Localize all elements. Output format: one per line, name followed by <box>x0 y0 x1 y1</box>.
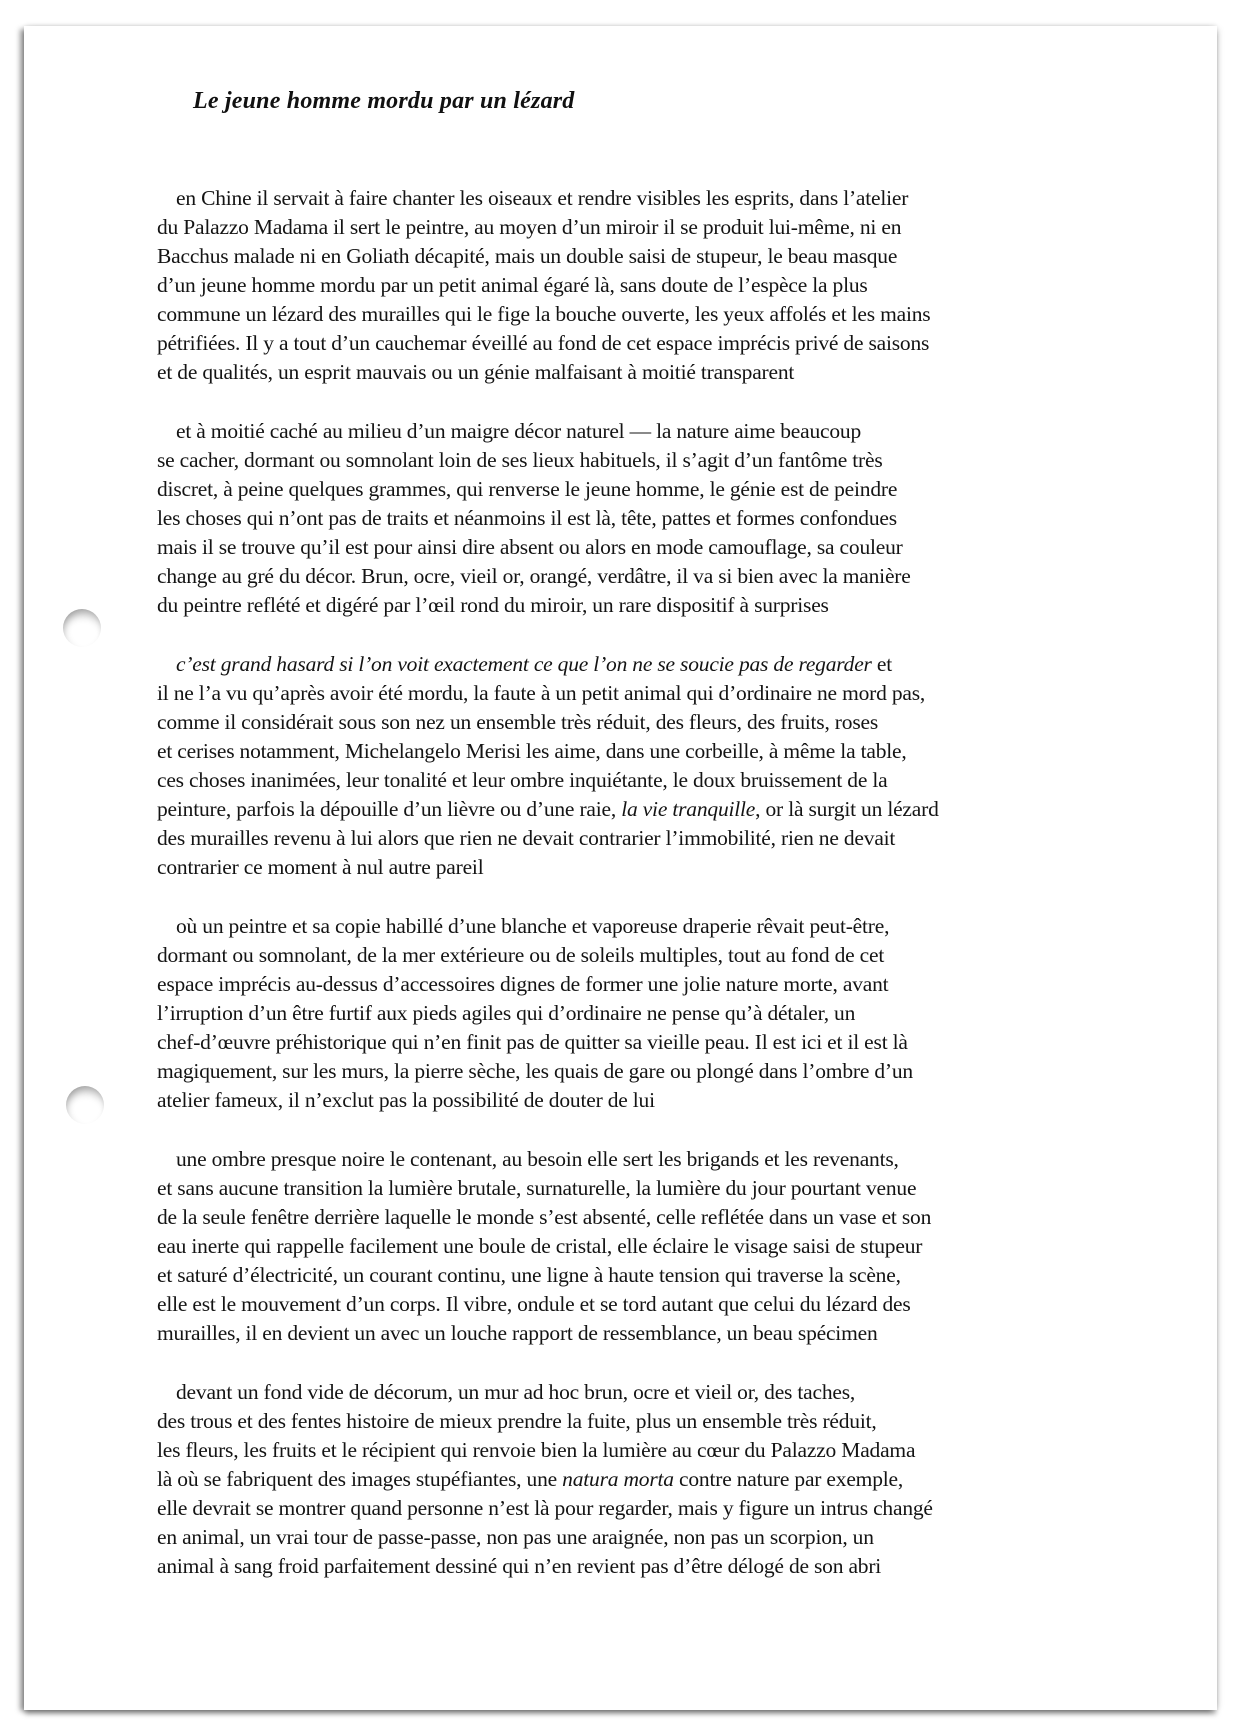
paragraph <box>157 912 1057 1115</box>
text-line: l’irruption d’un être furtif aux pieds agiles qui d’ordinaire ne pense qu’à détaler, un <box>157 1001 856 1025</box>
text-line: de la seule fenêtre derrière laquelle le monde s’est absenté, celle reflétée dans un vase et son <box>157 1205 932 1229</box>
text-line: contrarier ce moment à nul autre pareil <box>157 855 484 879</box>
text-line: mais il se trouve qu’il est pour ainsi dire absent ou alors en mode camouflage, sa couleur <box>157 535 903 559</box>
text-line: et sans aucune transition la lumière brutale, surnaturelle, la lumière du jour pourtant venue <box>157 1176 917 1200</box>
text-line: où un peintre et sa copie habillé d’une blanche et vaporeuse draperie rêvait peut-être, <box>176 914 890 938</box>
text-line: Bacchus malade ni en Goliath décapité, mais un double saisi de stupeur, le beau masque <box>157 244 898 268</box>
text-line: commune un lézard des murailles qui le fige la bouche ouverte, les yeux affolés et les mains <box>157 302 931 326</box>
text-line: et à moitié caché au milieu d’un maigre décor naturel — la nature aime beaucoup <box>176 419 862 443</box>
text-line: elle devrait se montrer quand personne n’est là pour regarder, mais y figure un intrus changé <box>157 1496 933 1520</box>
text-line: des trous et des fentes histoire de mieux prendre la fuite, plus un ensemble très réduit, <box>157 1409 877 1433</box>
paragraph <box>157 1145 1057 1348</box>
text-line: murailles, il en devient un avec un louche rapport de ressemblance, un beau spécimen <box>157 1321 878 1345</box>
text-line: du Palazzo Madama il sert le peintre, au moyen d’un miroir il se produit lui-même, ni en <box>157 215 902 239</box>
text-line: et cerises notamment, Michelangelo Merisi les aime, dans une corbeille, à même la table, <box>157 739 907 763</box>
text-line: une ombre presque noire le contenant, au besoin elle sert les brigands et les revenants, <box>176 1147 899 1171</box>
paragraph <box>157 650 1057 882</box>
text-line: espace imprécis au-dessus d’accessoires dignes de former une jolie nature morte, avant <box>157 972 889 996</box>
text-line: des murailles revenu à lui alors que rien ne devait contrarier l’immobilité, rien ne devait <box>157 826 896 850</box>
text-line: et saturé d’électricité, un courant continu, une ligne à haute tension qui traverse la scène, <box>157 1263 901 1287</box>
document-page <box>24 26 1217 1710</box>
paragraph <box>157 184 1057 387</box>
punch-hole-bottom-icon <box>66 1086 104 1124</box>
text-line: du peintre reflété et digéré par l’œil rond du miroir, un rare dispositif à surprises <box>157 593 829 617</box>
text-line: devant un fond vide de décorum, un mur ad hoc brun, ocre et vieil or, des taches, <box>176 1380 856 1404</box>
text-line: en Chine il servait à faire chanter les oiseaux et rendre visibles les esprits, dans l’atelier <box>176 186 909 210</box>
text-line: les choses qui n’ont pas de traits et néanmoins il est là, tête, pattes et formes confondues <box>157 506 897 530</box>
text-line: eau inerte qui rappelle facilement une boule de cristal, elle éclaire le visage saisi de stupeur <box>157 1234 923 1258</box>
text-line: magiquement, sur les murs, la pierre sèche, les quais de gare ou plongé dans l’ombre d’un <box>157 1059 913 1083</box>
text-line: animal à sang froid parfaitement dessiné qui n’en revient pas d’être délogé de son abri <box>157 1554 882 1578</box>
text-line: atelier fameux, il n’exclut pas la possibilité de douter de lui <box>157 1088 655 1112</box>
text-line: dormant ou somnolant, de la mer extérieure ou de soleils multiples, tout au fond de cet <box>157 943 885 967</box>
text-line: en animal, un vrai tour de passe-passe, non pas une araignée, non pas un scorpion, un <box>157 1525 874 1549</box>
paragraph <box>157 417 1057 620</box>
text-line: les fleurs, les fruits et le récipient qui renvoie bien la lumière au cœur du Palazzo Madama <box>157 1438 916 1462</box>
document-title: Le jeune homme mordu par un lézard <box>193 88 575 114</box>
text-line: se cacher, dormant ou somnolant loin de ses lieux habituels, il s’agit d’un fantôme très <box>157 448 883 472</box>
text-line: comme il considérait sous son nez un ensemble très réduit, des fleurs, des fruits, roses <box>157 710 878 734</box>
text-line: change au gré du décor. Brun, ocre, vieil or, orangé, verdâtre, il va si bien avec la manière <box>157 564 911 588</box>
text-line: c’est grand hasard si l’on voit exactement ce que l’on ne se soucie pas de regarder et <box>176 652 893 676</box>
punch-hole-top-icon <box>63 609 101 647</box>
text-line: d’un jeune homme mordu par un petit animal égaré là, sans doute de l’espèce la plus <box>157 273 868 297</box>
text-line: pétrifiées. Il y a tout d’un cauchemar éveillé au fond de cet espace imprécis privé de saisons <box>157 331 930 355</box>
paragraph <box>157 1378 1057 1581</box>
text-line: il ne l’a vu qu’après avoir été mordu, la faute à un petit animal qui d’ordinaire ne mord pas, <box>157 681 926 705</box>
text-line: là où se fabriquent des images stupéfiantes, une natura morta contre nature par exemple, <box>157 1467 904 1491</box>
text-line: elle est le mouvement d’un corps. Il vibre, ondule et se tord autant que celui du lézard des <box>157 1292 911 1316</box>
text-line: chef-d’œuvre préhistorique qui n’en finit pas de quitter sa vieille peau. Il est ici et il est là <box>157 1030 908 1054</box>
text-line: et de qualités, un esprit mauvais ou un génie malfaisant à moitié transparent <box>157 360 795 384</box>
document-body <box>157 184 1057 1611</box>
text-line: ces choses inanimées, leur tonalité et leur ombre inquiétante, le doux bruissement de la <box>157 768 888 792</box>
text-line: discret, à peine quelques grammes, qui renverse le jeune homme, le génie est de peindre <box>157 477 898 501</box>
text-line: peinture, parfois la dépouille d’un lièvre ou d’une raie, la vie tranquille, or là surgit un lézard <box>157 797 939 821</box>
